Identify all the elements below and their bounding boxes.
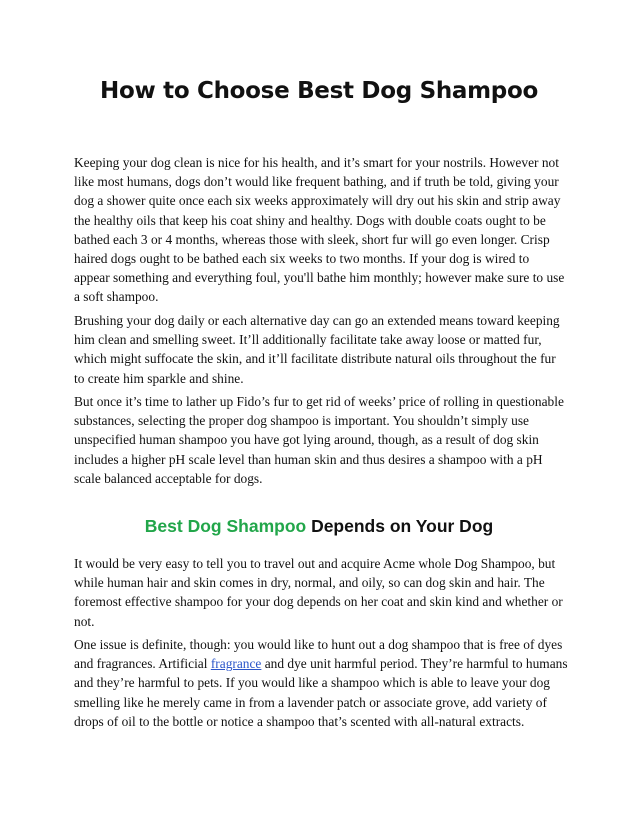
paragraph-text-after-link: and dye unit harmful period. They’re harmful to humans and they’re harmful to pets. If you would like a shampoo which is able to leave your dog smelling like he merely came in from a lavender patch or associate grove, add variety of drops of oil to the bottle or notice a shampoo that’s scented with all-natural extracts.	[74, 656, 568, 729]
paragraph-brushing: Brushing your dog daily or each alternative day can go an extended means toward keeping him clean and smelling sweet. It’ll additionally facilitate take away loose or matted fur, which might suffocate the skin, and it’ll facilitate distribute natural oils throughout the fur to create him sparkle and shine.	[74, 313, 560, 386]
paragraph-bathing-frequency: Keeping your dog clean is nice for his health, and it’s smart for your nostrils. However not like most humans, dogs don’t would like frequent bathing, and if truth be told, giving your dog a shower quite once each six weeks approximately will dry out his skin and strip away the healthy oils that keep his coat shiny and healthy. Dogs with double coats ought to be bathed each 3 or 4 months, whereas those with sleek, short fur will go even longer. Crisp haired dogs ought to be bathed each six weeks to two months. If your dog is wired to appear something and everything foul, you'll bathe him monthly; however make sure to use a soft shampoo.	[74, 155, 565, 305]
section-heading-rest: Depends on Your Dog	[306, 516, 494, 536]
paragraph-choosing-shampoo: But once it’s time to lather up Fido’s fur to get rid of weeks’ price of rolling in questionable substances, selecting the proper dog shampoo is important. You shouldn’t simply use unspecified human shampoo you have got lying around, though, as a result of dog skin includes a higher pH scale level than human skin and thus desires a shampoo with a pH scale balanced acceptable for dogs.	[74, 394, 564, 486]
paragraph-dyes-fragrances	[74, 635, 568, 731]
page-title: How to Choose Best Dog Shampoo	[100, 78, 538, 104]
paragraph-skin-types: It would be very easy to tell you to travel out and acquire Acme whole Dog Shampoo, but while human hair and skin comes in dry, normal, and oily, so can dog skin and hair. The foremost effective shampoo for your dog depends on her coat and skin kind and whether or not.	[74, 556, 563, 629]
section-heading	[0, 516, 638, 537]
fragrance-link[interactable]: fragrance	[210, 656, 262, 672]
best-dog-shampoo-link[interactable]: Best Dog Shampoo	[144, 516, 307, 536]
paragraph-text-before-link: One issue is definite, though: you would like to hunt out a dog shampoo that is free of dyes and fragrances. Artificial	[74, 637, 563, 672]
